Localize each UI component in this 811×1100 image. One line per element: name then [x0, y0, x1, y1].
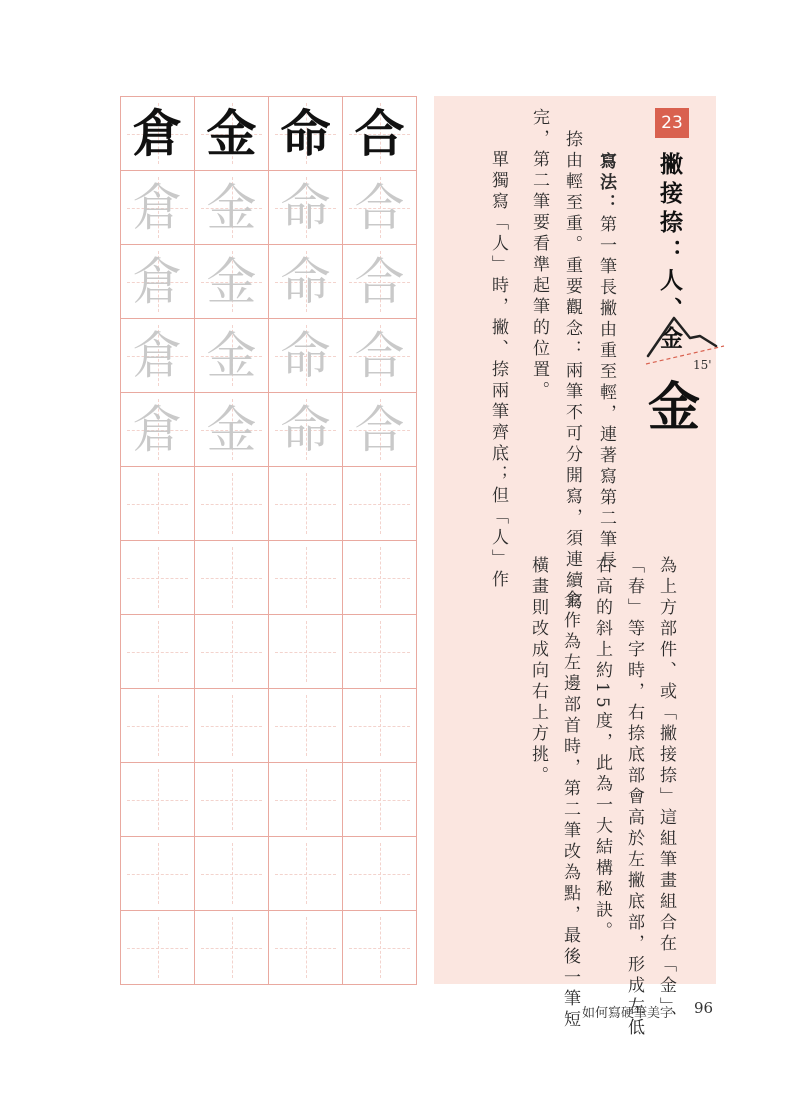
model-character: 合 — [354, 104, 405, 163]
trace-character: 倉 — [132, 252, 183, 311]
grid-cell — [269, 837, 343, 911]
grid-cell — [121, 837, 195, 911]
trace-character: 金 — [206, 326, 257, 385]
trace-character: 命 — [280, 326, 331, 385]
grid-cell — [343, 541, 417, 615]
grid-cell — [195, 837, 269, 911]
grid-cell — [121, 245, 195, 319]
grid-cell — [343, 837, 417, 911]
grid-cell — [343, 171, 417, 245]
trace-character: 命 — [280, 400, 331, 459]
grid-cell — [269, 245, 343, 319]
note-column-4: 右高的斜上約15度，此為一大結構秘訣。 — [592, 556, 612, 943]
trace-character: 金 — [206, 252, 257, 311]
trace-character: 倉 — [132, 178, 183, 237]
note-column-2: 為上方部件、或「撇接捺」這組筆畫組合在「金」、 — [656, 556, 676, 1031]
grid-cell — [269, 467, 343, 541]
grid-cell — [195, 763, 269, 837]
grid-cell — [195, 171, 269, 245]
example-character: 金 — [648, 378, 701, 438]
note-column-1: 單獨寫「人」時，撇、捺兩筆齊底；但「人」作 — [488, 150, 508, 591]
grid-cell — [195, 689, 269, 763]
trace-character: 倉 — [132, 326, 183, 385]
grid-cell — [343, 97, 417, 171]
page-number: 96 — [694, 999, 714, 1017]
grid-cell — [195, 911, 269, 985]
grid-cell — [269, 911, 343, 985]
grid-cell — [343, 245, 417, 319]
grid-cell — [343, 393, 417, 467]
grid-cell — [121, 319, 195, 393]
grid-cell — [343, 467, 417, 541]
trace-character: 合 — [354, 252, 405, 311]
grid-cell — [195, 245, 269, 319]
method-column-1 — [597, 152, 614, 572]
grid-cell — [195, 615, 269, 689]
stroke-angle-diagram — [644, 310, 726, 366]
model-character: 命 — [280, 104, 331, 163]
grid-cell — [121, 911, 195, 985]
trace-character: 合 — [354, 400, 405, 459]
angle-label: 15' — [693, 358, 712, 372]
method-column-2: 捺由輕至重。重要觀念：兩筆不可分開寫，須連續寫 — [562, 130, 582, 613]
lesson-number-badge: 23 — [655, 108, 689, 138]
method-text-1: 第一筆長撇由重至輕，連著寫第二筆長 — [596, 215, 616, 572]
grid-cell — [121, 393, 195, 467]
method-column-3: 完，第二筆要看準起筆的位置。 — [529, 108, 549, 402]
grid-cell — [343, 763, 417, 837]
grid-cell — [121, 467, 195, 541]
note-column-3: 「春」等字時，右捺底部會高於左撇底部，形成左低 — [624, 556, 644, 1039]
grid-cell — [269, 97, 343, 171]
grid-cell — [195, 393, 269, 467]
note-column-5: 金作為左邊部首時，第二筆改為點，最後一筆短 — [560, 590, 580, 1031]
grid-cell — [269, 319, 343, 393]
trace-character: 合 — [354, 178, 405, 237]
practice-grid — [120, 96, 417, 985]
grid-cell — [121, 97, 195, 171]
grid-cell — [269, 763, 343, 837]
grid-cell — [269, 541, 343, 615]
method-label: 寫法： — [596, 152, 616, 215]
grid-cell — [343, 911, 417, 985]
grid-cell — [343, 319, 417, 393]
trace-character: 命 — [280, 178, 331, 237]
grid-cell — [121, 171, 195, 245]
grid-cell — [269, 171, 343, 245]
lesson-title: 撇接捺：人、金 — [656, 152, 683, 355]
grid-cell — [121, 689, 195, 763]
model-character: 倉 — [132, 104, 183, 163]
grid-cell — [343, 689, 417, 763]
note-column-6: 橫畫則改成向右上方挑。 — [528, 556, 548, 787]
model-character: 金 — [206, 104, 257, 163]
trace-character: 合 — [354, 326, 405, 385]
grid-cell — [269, 689, 343, 763]
grid-cell — [121, 541, 195, 615]
grid-cell — [121, 615, 195, 689]
grid-cell — [343, 615, 417, 689]
grid-cell — [195, 467, 269, 541]
grid-cell — [121, 763, 195, 837]
trace-character: 倉 — [132, 400, 183, 459]
grid-cell — [269, 393, 343, 467]
trace-character: 金 — [206, 178, 257, 237]
grid-cell — [195, 319, 269, 393]
trace-character: 命 — [280, 252, 331, 311]
trace-character: 金 — [206, 400, 257, 459]
book-title: 如何寫硬筆美字 — [582, 1006, 674, 1021]
grid-cell — [195, 541, 269, 615]
grid-cell — [195, 97, 269, 171]
grid-cell — [269, 615, 343, 689]
